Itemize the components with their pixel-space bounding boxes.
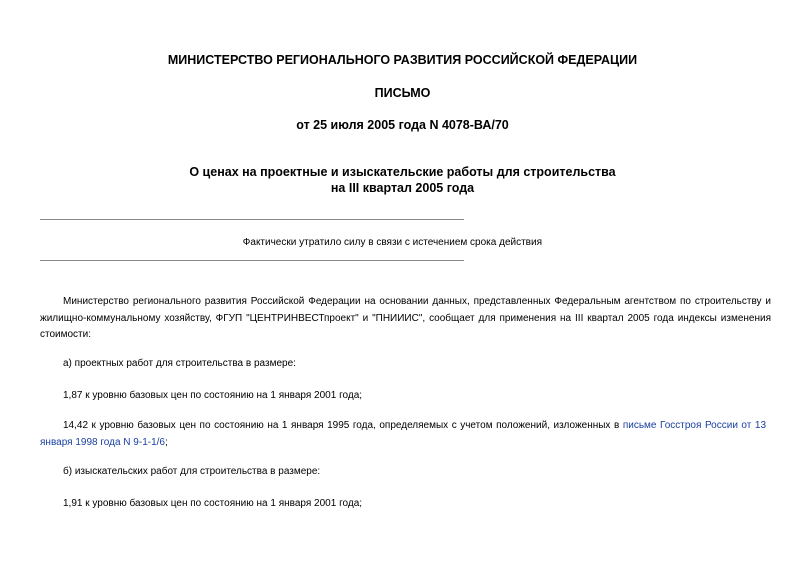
item-a-index-1995 bbox=[40, 418, 766, 451]
item-b-index-2001: 1,91 к уровню базовых цен по состоянию на 1 января 2001 года; bbox=[63, 498, 363, 509]
item-b-heading: б) изыскательских работ для строительства в размере: bbox=[63, 466, 321, 477]
document-title-line-1: О ценах на проектные и изыскательские работы для строительства bbox=[189, 165, 616, 179]
item-a-heading: а) проектных работ для строительства в размере: bbox=[63, 358, 296, 369]
intro-paragraph: Министерство регионального развития Российской Федерации на основании данных, представленных Федеральным агентством по строительству и жилищно-коммунальному хозяйству, ФГУП "ЦЕНТРИНВЕСТпроект" и "ПНИИИС", сообщает для применения на III квартал 2005 года индексы изменения стоимости: bbox=[40, 296, 771, 340]
item-a-index-2001: 1,87 к уровню базовых цен по состоянию на 1 января 2001 года; bbox=[63, 390, 363, 401]
document-title-line-2: на III квартал 2005 года bbox=[330, 181, 475, 195]
status-note: Фактически утратило силу в связи с истечением срока действия bbox=[242, 237, 542, 248]
gosstroy-letter-link[interactable]: письме Госстроя России от 13 января 1998 года N 9-1-1/6 bbox=[40, 420, 767, 448]
ministry-heading: МИНИСТЕРСТВО РЕГИОНАЛЬНОГО РАЗВИТИЯ РОССИЙСКОЙ ФЕДЕРАЦИИ bbox=[167, 53, 638, 67]
item-a-index-1995-end: ; bbox=[165, 436, 168, 448]
document-date-number: от 25 июля 2005 года N 4078-ВА/70 bbox=[296, 118, 509, 132]
item-a-index-1995-text: 14,42 к уровню базовых цен по состоянию на 1 января 1995 года, определяемых с учетом положений, изложенных в bbox=[63, 420, 623, 431]
document-type: ПИСЬМО bbox=[374, 86, 431, 100]
divider-top bbox=[40, 219, 464, 220]
divider-bottom bbox=[40, 260, 464, 261]
